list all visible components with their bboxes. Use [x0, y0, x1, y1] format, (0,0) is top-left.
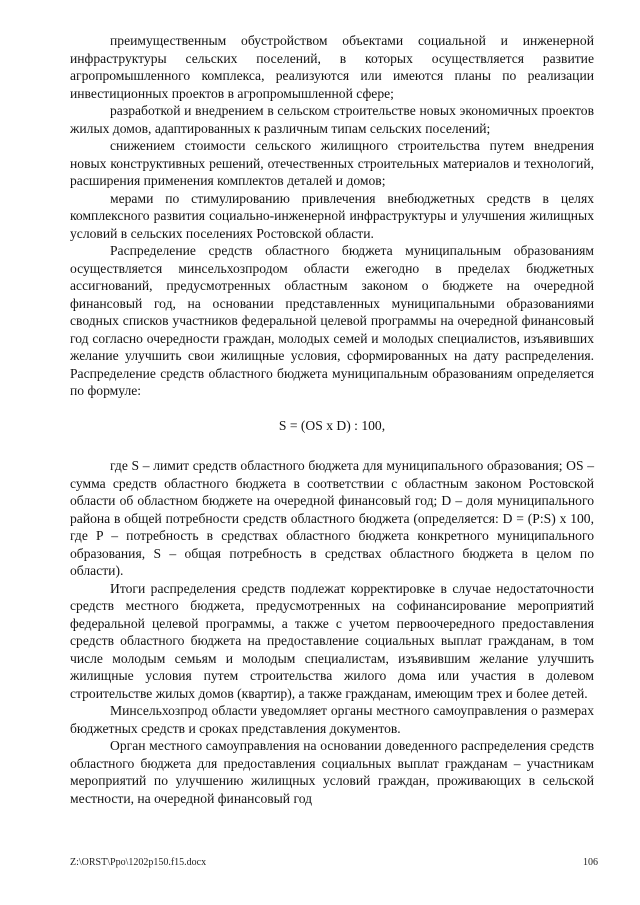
document-page: [70, 32, 594, 807]
paragraph-cost-reduction: снижением стоимости сельского жилищного строительства путем внедрения новых конструктивных решений, отечественных строительных материалов и технологий, расширения применения комплектов деталей и домов;: [70, 138, 594, 188]
paragraph-adjustment: Итоги распределения средств подлежат корректировке в случае недостаточности средств местного бюджета, предусмотренных на софинансирование мероприятий федеральной целевой программы, а также с учетом первоочередного предоставления средств областного бюджета на предоставление социальных выплат гражданам, в том числе молодым семьям и молодым специалистам, изъявившим желание улучшить жилищные условия путем строительства жилого дома или участия в долевом строительстве жилых домов (квартир), а также гражданам, имеющим трех и более детей.: [70, 580, 594, 701]
file-path: Z:\ORST\Ppo\1202p150.f15.docx: [70, 857, 207, 868]
formula: S = (OS x D) : 100,: [278, 417, 386, 433]
paragraph-distribution: Распределение средств областного бюджета муниципальным образованиям осуществляется минсельхозпродом области ежегодно в пределах бюджетных ассигнований, предусмотренных областным законом о бюджете на очередной финансовый год, на основании представленных муниципальными образованиями сводных списков участников федеральной целевой программы на очередной финансовый год согласно очередности граждан, молодых семей и молодых специалистов, изъявивших желание улучшить свои жилищные условия, сформированных на дату распределения. Распределение средств областного бюджета муниципальным образованиям определяется по формуле:: [70, 243, 594, 398]
paragraph-extrabudgetary: мерами по стимулированию привлечения внебюджетных средств в целях комплексного развития социально-инженерной инфраструктуры и улучшения жилищных условий в сельских поселениях Ростовской области.: [70, 190, 594, 241]
paragraph-local-government: Орган местного самоуправления на основании доведенного распределения средств областного бюджета для предоставления социальных выплат гражданам – участникам мероприятий по улучшению жилищных условий граждан, проживающих в сельской местности, на очередной финансовый год: [70, 738, 594, 806]
paragraph-new-projects: разработкой и внедрением в сельском строительстве новых экономичных проектов жилых домов, адаптированных к различным типам сельских поселений;: [70, 103, 594, 136]
paragraph-formula-definitions: где S – лимит средств областного бюджета для муниципального образования; OS – сумма средств областного бюджета в соответствии с областным законом Ростовской области об областном бюджете на очередной финансовый год; D – доля муниципального района в общей потребности средств областного бюджета (определяется: D = (P:S) x 100, где P – потребность в средствах областного бюджета конкретного муниципального образования, S – общая потребность в средствах областного бюджета в целом по области).: [70, 458, 594, 578]
paragraph-notification: Минсельхозпрод области уведомляет органы местного самоуправления о размерах бюджетных средств и сроках представления документов.: [70, 703, 594, 736]
paragraph-infrastructure: преимущественным обустройством объектами социальной и инженерной инфраструктуры сельских поселений, в которых осуществляется развитие агропромышленного комплекса, реализуются или имеются планы по реализации инвестиционных проектов в агропромышленной сфере;: [70, 33, 594, 101]
page-number: 106: [583, 857, 598, 868]
